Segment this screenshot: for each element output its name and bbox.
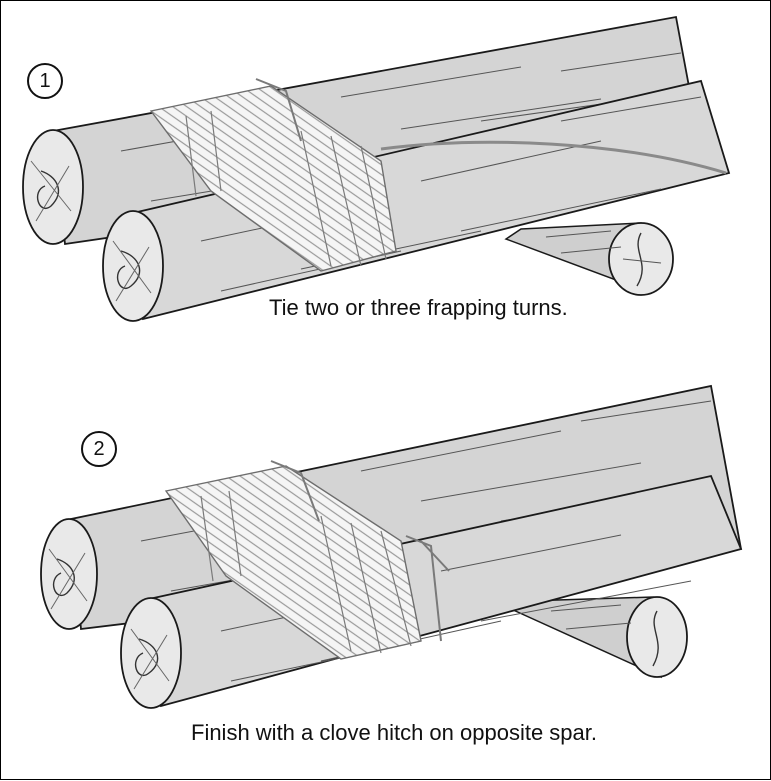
lashing-illustration: [1, 1, 771, 781]
panel-1-cross-spar: [506, 223, 673, 295]
step-1-number: 1: [39, 69, 51, 92]
step-1-caption: Tie two or three frapping turns.: [269, 295, 568, 320]
step-2-number-badge: [81, 431, 117, 467]
step-1-number-badge: [27, 63, 63, 99]
panel-2-cross-spar: [511, 597, 687, 677]
step-2-caption: Finish with a clove hitch on opposite spar.: [191, 720, 598, 745]
panel-2-drawing: [41, 386, 741, 708]
panel-1-drawing: [23, 17, 729, 321]
step-2-number: 2: [93, 437, 105, 460]
